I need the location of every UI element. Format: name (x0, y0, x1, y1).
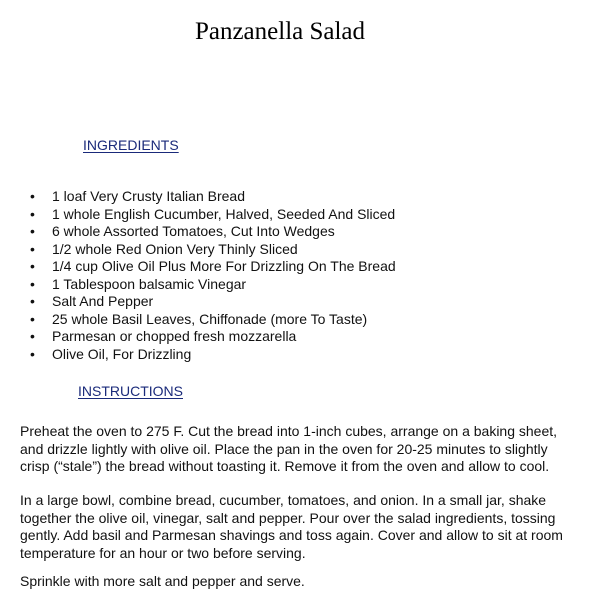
bullet-icon: • (30, 275, 35, 292)
bullet-icon: • (30, 345, 35, 362)
ingredient-item: • 1 whole English Cucumber, Halved, Seeded And Sliced (30, 205, 396, 222)
bullet-icon: • (30, 205, 35, 222)
instruction-paragraph: Sprinkle with more salt and pepper and serve. (20, 573, 305, 589)
bullet-icon: • (30, 223, 35, 239)
instruction-paragraph: Preheat the oven to 275 F. Cut the bread into 1-inch cubes, arrange on a baking sheet, and drizzle lightly with olive oil. Place the pan in the oven for 20-25 minutes to slightly crisp (“stale”) the bread without toasting it. Remove it from the oven and allow to cool. (20, 423, 558, 474)
bullet-icon: • (30, 258, 35, 274)
ingredient-item: • Parmesan or chopped fresh mozzarella (30, 328, 297, 344)
ingredients-heading: INGREDIENTS (83, 137, 179, 153)
ingredient-item: • 25 whole Basil Leaves, Chiffonade (more To Taste) (30, 310, 368, 327)
recipe-title: Panzanella Salad (194, 18, 366, 45)
bullet-icon: • (30, 328, 35, 344)
ingredient-item: • 1 loaf Very Crusty Italian Bread (30, 188, 245, 204)
ingredient-item: • 1/2 whole Red Onion Very Thinly Sliced (30, 240, 298, 257)
bullet-icon: • (30, 188, 35, 204)
ingredient-item: • Salt And Pepper (30, 293, 154, 309)
ingredient-item: • Olive Oil, For Drizzling (30, 345, 192, 362)
instructions-heading: INSTRUCTIONS (78, 383, 183, 399)
ingredients-list (30, 188, 396, 363)
ingredient-item: • 6 whole Assorted Tomatoes, Cut Into Wedges (30, 223, 335, 239)
bullet-icon: • (30, 310, 35, 327)
ingredient-item: • 1 Tablespoon balsamic Vinegar (30, 275, 247, 292)
instruction-paragraph: In a large bowl, combine bread, cucumber, tomatoes, and onion. In a small jar, shake together the olive oil, vinegar, salt and pepper. Pour over the salad ingredients, tossing gently. Add basil and Parmesan shavings and toss again. Cover and allow to sit at room temperature for an hour or two before serving. (20, 492, 563, 561)
bullet-icon: • (30, 293, 35, 309)
bullet-icon: • (30, 240, 35, 257)
ingredient-item: • 1/4 cup Olive Oil Plus More For Drizzling On The Bread (30, 258, 396, 274)
